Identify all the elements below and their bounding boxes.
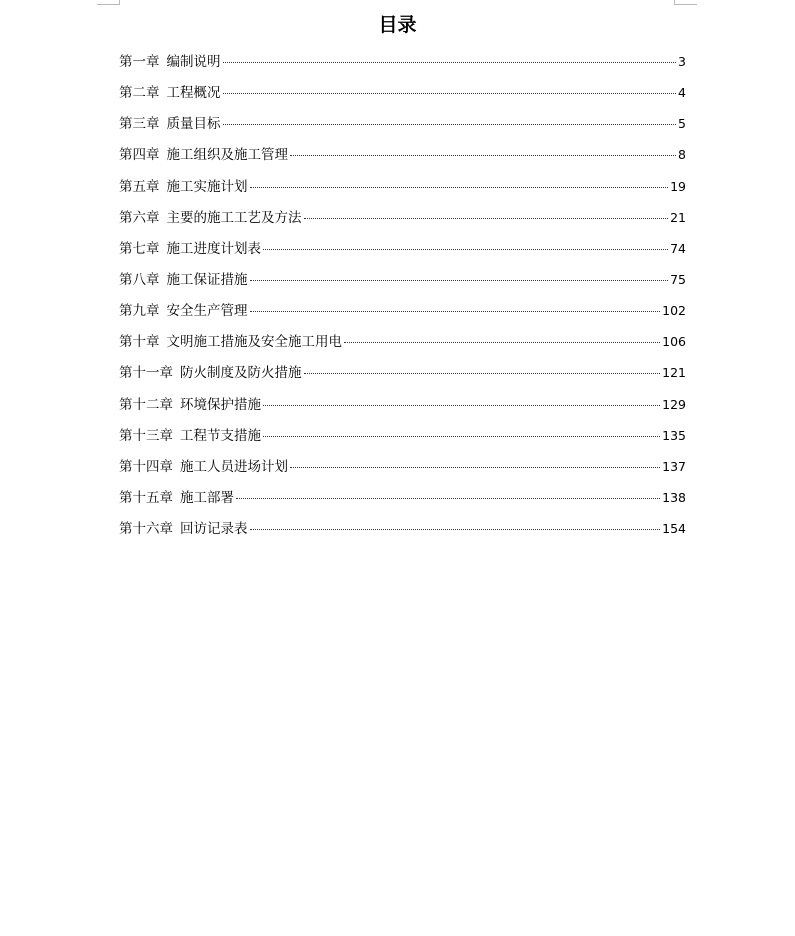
toc-page-number: 102 <box>662 303 686 319</box>
toc-chapter-number: 第五章 <box>119 178 160 195</box>
toc-dot-leader <box>304 218 669 219</box>
toc-dot-leader <box>250 529 661 530</box>
crop-mark-top-right <box>674 0 697 5</box>
toc-chapter-name: 防火制度及防火措施 <box>180 365 302 382</box>
toc-entry-label <box>119 518 248 540</box>
toc-chapter-name: 安全生产管理 <box>166 303 248 320</box>
toc-dot-leader <box>236 498 660 499</box>
toc-chapter-name: 编制说明 <box>166 54 221 70</box>
toc-dot-leader <box>263 249 668 250</box>
toc-chapter-number: 第八章 <box>119 271 160 288</box>
toc-page-number: 3 <box>678 54 686 69</box>
toc-chapter-number: 第二章 <box>119 85 160 102</box>
toc-list <box>119 51 686 549</box>
toc-page-number: 154 <box>662 521 686 537</box>
toc-entry[interactable] <box>119 269 686 300</box>
toc-page-number: 137 <box>662 458 686 474</box>
toc-chapter-name: 施工实施计划 <box>166 178 248 195</box>
toc-dot-leader <box>223 124 677 125</box>
toc-entry[interactable] <box>119 425 686 456</box>
toc-dot-leader <box>250 311 661 312</box>
toc-entry[interactable] <box>119 394 686 425</box>
toc-title: 目录 <box>378 14 417 36</box>
toc-page-number: 138 <box>662 489 686 505</box>
toc-page-number: 19 <box>670 178 686 194</box>
toc-chapter-name: 质量目标 <box>166 116 221 133</box>
toc-chapter-name: 施工人员进场计划 <box>180 458 288 475</box>
toc-chapter-number: 第七章 <box>119 240 160 257</box>
toc-chapter-number: 第九章 <box>119 303 160 320</box>
toc-dot-leader <box>290 467 660 468</box>
toc-entry[interactable] <box>119 300 686 331</box>
toc-chapter-name: 工程概况 <box>166 85 221 102</box>
toc-chapter-number: 第十二章 <box>119 396 173 413</box>
toc-chapter-number: 第十五章 <box>119 489 173 506</box>
toc-entry[interactable] <box>119 113 686 144</box>
toc-chapter-name: 文明施工措施及安全施工用电 <box>166 334 342 351</box>
toc-page-number: 21 <box>670 209 686 225</box>
toc-entry[interactable] <box>119 456 686 487</box>
toc-page-number: 74 <box>670 240 686 256</box>
toc-entry-label <box>119 362 302 384</box>
toc-dot-leader <box>223 93 677 94</box>
toc-dot-leader <box>250 280 669 281</box>
toc-chapter-number: 第十三章 <box>119 427 173 444</box>
toc-dot-leader <box>290 155 676 156</box>
toc-page-number: 129 <box>662 396 686 412</box>
crop-mark-top-left <box>97 0 120 5</box>
toc-entry[interactable] <box>119 144 686 175</box>
toc-dot-leader <box>263 436 660 437</box>
toc-entry-label <box>119 238 261 260</box>
toc-chapter-number: 第十一章 <box>119 365 173 382</box>
toc-chapter-name: 主要的施工工艺及方法 <box>166 209 302 226</box>
toc-chapter-name: 工程节支措施 <box>180 427 261 444</box>
toc-dot-leader <box>304 373 661 374</box>
toc-dot-leader <box>223 62 677 63</box>
toc-chapter-name: 回访记录表 <box>180 521 248 538</box>
toc-page-number: 121 <box>662 365 686 381</box>
toc-entry-label <box>119 456 288 478</box>
toc-entry-label <box>119 51 221 73</box>
toc-chapter-number: 第十章 <box>119 334 160 351</box>
toc-chapter-number: 第六章 <box>119 209 160 226</box>
toc-dot-leader <box>263 405 660 406</box>
toc-entry-label <box>119 394 261 416</box>
toc-entry-label <box>119 487 234 509</box>
toc-page-number: 135 <box>662 427 686 443</box>
toc-page-number: 106 <box>662 334 686 350</box>
toc-entry[interactable] <box>119 362 686 393</box>
toc-entry[interactable] <box>119 51 686 82</box>
toc-entry-label <box>119 207 302 229</box>
toc-chapter-number: 第一章 <box>119 54 160 70</box>
toc-entry[interactable] <box>119 207 686 238</box>
toc-chapter-name: 施工组织及施工管理 <box>166 147 288 164</box>
toc-entry[interactable] <box>119 176 686 207</box>
toc-chapter-name: 施工进度计划表 <box>166 240 261 257</box>
toc-entry[interactable] <box>119 487 686 518</box>
toc-entry-label <box>119 269 248 291</box>
toc-chapter-number: 第十六章 <box>119 521 173 538</box>
toc-chapter-name: 施工部署 <box>180 489 234 506</box>
toc-chapter-number: 第十四章 <box>119 458 173 475</box>
toc-entry-label <box>119 113 221 135</box>
toc-entry[interactable] <box>119 518 686 549</box>
toc-page-number: 5 <box>678 116 686 132</box>
toc-entry[interactable] <box>119 238 686 269</box>
toc-entry[interactable] <box>119 82 686 113</box>
toc-entry-label <box>119 176 248 198</box>
toc-entry-label <box>119 144 288 166</box>
toc-dot-leader <box>250 187 669 188</box>
toc-chapter-number: 第三章 <box>119 116 160 133</box>
toc-chapter-name: 环境保护措施 <box>180 396 261 413</box>
toc-page-number: 75 <box>670 271 686 287</box>
toc-entry-label <box>119 82 221 104</box>
toc-chapter-name: 施工保证措施 <box>166 271 248 288</box>
toc-entry-label <box>119 300 248 322</box>
toc-dot-leader <box>344 342 660 343</box>
toc-page-number: 8 <box>678 147 686 163</box>
toc-page-number: 4 <box>678 85 686 101</box>
toc-entry-label <box>119 425 261 447</box>
toc-entry-label <box>119 331 342 353</box>
toc-entry[interactable] <box>119 331 686 362</box>
toc-chapter-number: 第四章 <box>119 147 160 164</box>
